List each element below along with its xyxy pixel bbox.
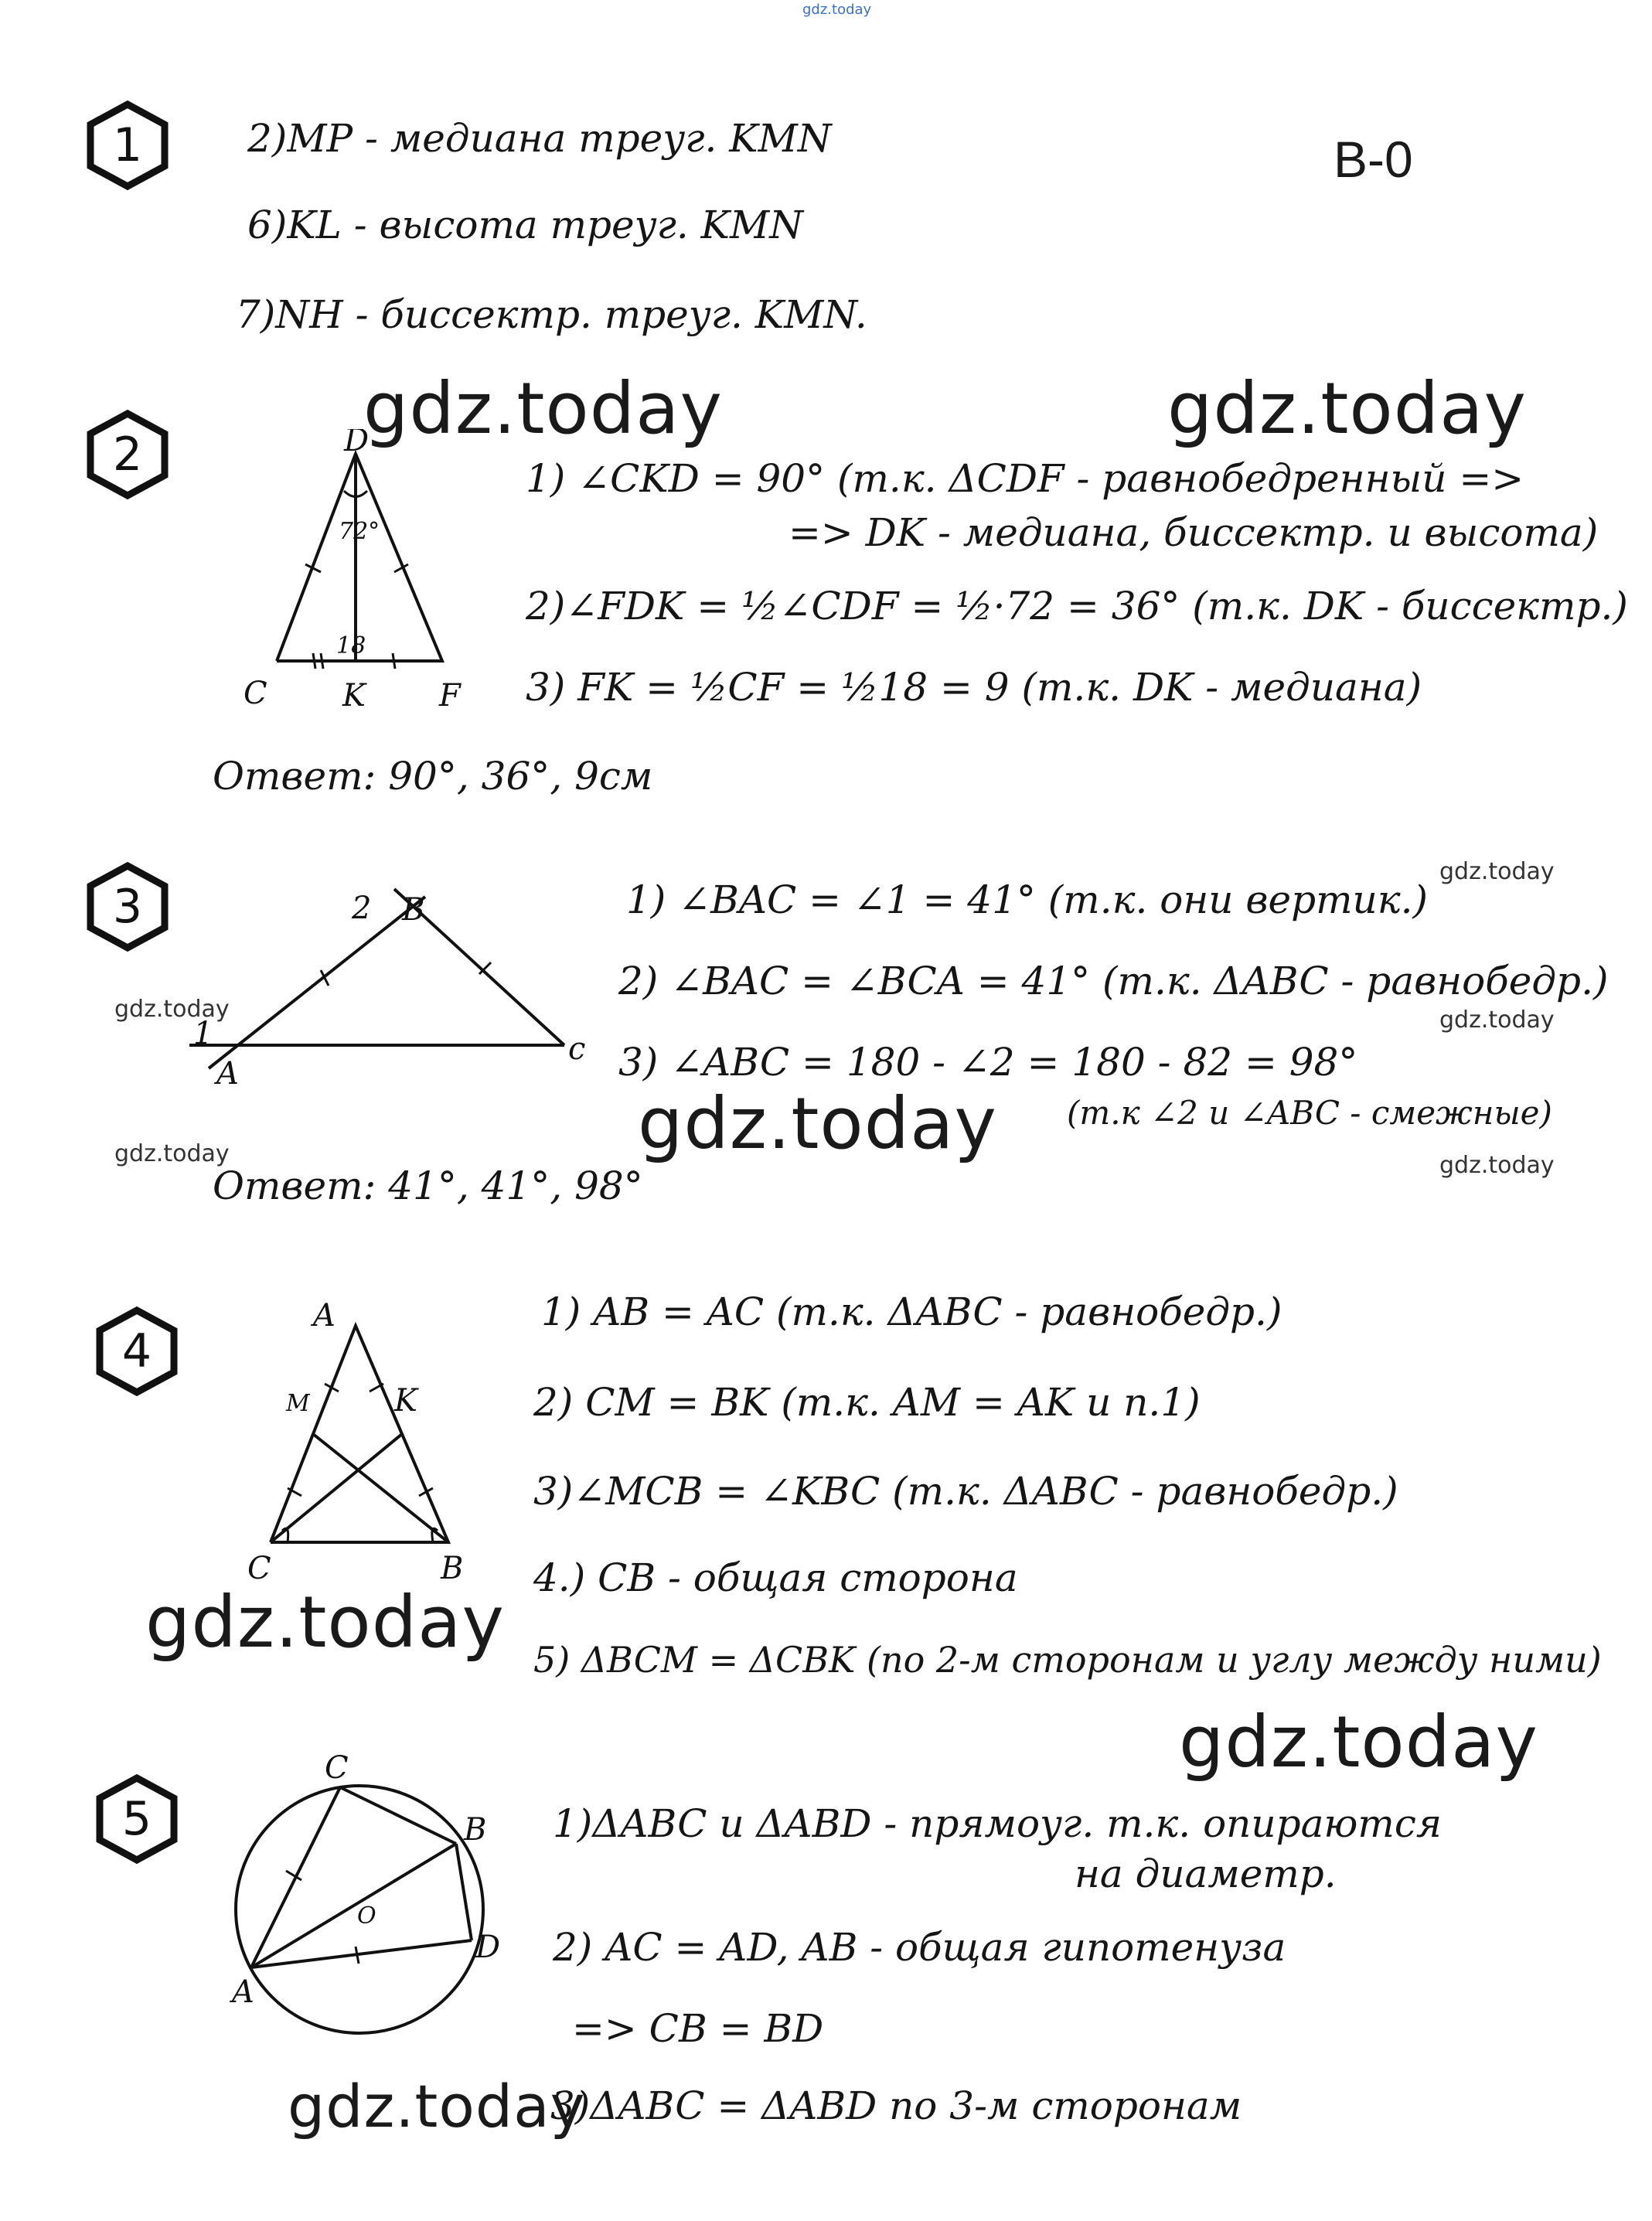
watermark: gdz.today [363, 367, 723, 450]
triangle-abc-medians-figure [247, 1299, 495, 1593]
task-5-line-4: => CB = BD [572, 2006, 824, 2051]
watermark: gdz.today [1439, 1007, 1555, 1034]
task-3-line-4: (т.к ∠2 и ∠ABC - смежные) [1067, 1094, 1552, 1132]
vertex-label-a: A [313, 1299, 336, 1334]
watermark: gdz.today [288, 2072, 586, 2141]
task-4-line-4: 4.) CB - общая сторона [533, 1555, 1018, 1600]
task-5-line-2: на диаметр. [1075, 1851, 1337, 1896]
watermark: gdz.today [114, 996, 230, 1023]
task-number: 3 [112, 880, 143, 934]
watermark: gdz.today [638, 1082, 997, 1165]
vertex-label-c: c [568, 1031, 586, 1067]
task-3-line-2: 2) ∠BAC = ∠BCA = 41° (т.к. ΔABC - равнобедр.) [618, 959, 1609, 1003]
base-length-label: 18 [336, 632, 366, 659]
task-5-line-1: 1)ΔABC и ΔABD - прямоуг. т.к. опираются [553, 1801, 1442, 1846]
task-number: 4 [121, 1324, 152, 1378]
task-2-number-badge [85, 410, 170, 499]
center-label-o: O [357, 1902, 376, 1930]
task-1-line-3: 7)NH - биссектр. треуг. KMN. [236, 292, 867, 337]
watermark: gdz.today [1439, 858, 1555, 885]
angle-label-1: 1 [193, 1016, 213, 1051]
task-3-line-1: 1) ∠BAC = ∠1 = 41° (т.к. они вертик.) [626, 877, 1428, 922]
task-3-number-badge [85, 862, 170, 952]
angle-label: 72° [339, 518, 380, 545]
vertex-label-d: D [344, 429, 370, 458]
point-label-k: K [394, 1383, 417, 1419]
isosceles-triangle-figure [240, 429, 479, 715]
watermark: gdz.today [145, 1581, 505, 1664]
task-4-line-1: 1) AB = AC (т.к. ΔABC - равнобедр.) [541, 1289, 1282, 1334]
vertex-label-a: A [216, 1056, 239, 1092]
task-1-line-2: 6)KL - высота треуг. KMN [247, 203, 803, 247]
task-5-number-badge [94, 1774, 179, 1864]
task-2-line-1: 1) ∠CKD = 90° (т.к. ΔCDF - равнобедренный => [526, 456, 1524, 501]
task-4-line-3: 3)∠MCB = ∠KBC (т.к. ΔABC - равнобедр.) [533, 1469, 1398, 1514]
watermark: gdz.today [1167, 367, 1527, 450]
task-number: 5 [121, 1792, 152, 1846]
task-number: 1 [112, 118, 143, 172]
task-5-line-5: 3)ΔABC = ΔABD по 3-м сторонам [550, 2083, 1242, 2128]
point-label-m: M [286, 1390, 310, 1417]
task-1-line-1: 2)MP - медиана треуг. KMN [247, 116, 832, 161]
task-3-answer: Ответ: 41°, 41°, 98° [213, 1163, 643, 1208]
task-2-answer: Ответ: 90°, 36°, 9см [213, 754, 653, 799]
vertex-label-c: C [247, 1551, 271, 1586]
angle-label-2: 2 [352, 891, 372, 926]
vertex-label-d: D [475, 1930, 501, 1965]
vertex-label-b: B [441, 1551, 464, 1586]
variant-label: В-0 [1334, 131, 1413, 188]
vertex-label-f: F [439, 678, 461, 714]
triangle-abc-figure [178, 866, 595, 1098]
task-4-number-badge [94, 1306, 179, 1396]
vertex-label-a: A [232, 1974, 254, 2010]
task-2-line-2: => DK - медиана, биссектр. и высота) [789, 510, 1599, 555]
task-2-line-3: 2)∠FDK = ½∠CDF = ½·72 = 36° (т.к. DK - биссектр.) [526, 584, 1628, 628]
watermark: gdz.today [1439, 1152, 1555, 1179]
task-5-line-3: 2) AC = AD, AB - общая гипотенуза [553, 1925, 1286, 1970]
vertex-label-b: B [402, 892, 425, 928]
task-1-number-badge [85, 100, 170, 190]
watermark: gdz.today [1179, 1701, 1538, 1783]
point-label-k: K [342, 678, 366, 714]
top-watermark: gdz.today [802, 2, 872, 18]
watermark: gdz.today [114, 1140, 230, 1167]
task-4-line-5: 5) ΔBCM = ΔCBK (по 2-м сторонам и углу между ними) [533, 1639, 1602, 1681]
task-2-line-4: 3) FK = ½CF = ½18 = 9 (т.к. DK - медиана) [526, 665, 1422, 710]
vertex-label-b: B [464, 1812, 487, 1848]
vertex-label-c: C [325, 1755, 349, 1786]
task-3-line-3: 3) ∠ABC = 180 - ∠2 = 180 - 82 = 98° [618, 1040, 1358, 1085]
vertex-label-c: C [244, 676, 267, 711]
task-4-line-2: 2) CM = BK (т.к. AM = AK и п.1) [533, 1380, 1201, 1425]
circle-inscribed-figure [209, 1755, 518, 2049]
task-number: 2 [112, 428, 143, 482]
